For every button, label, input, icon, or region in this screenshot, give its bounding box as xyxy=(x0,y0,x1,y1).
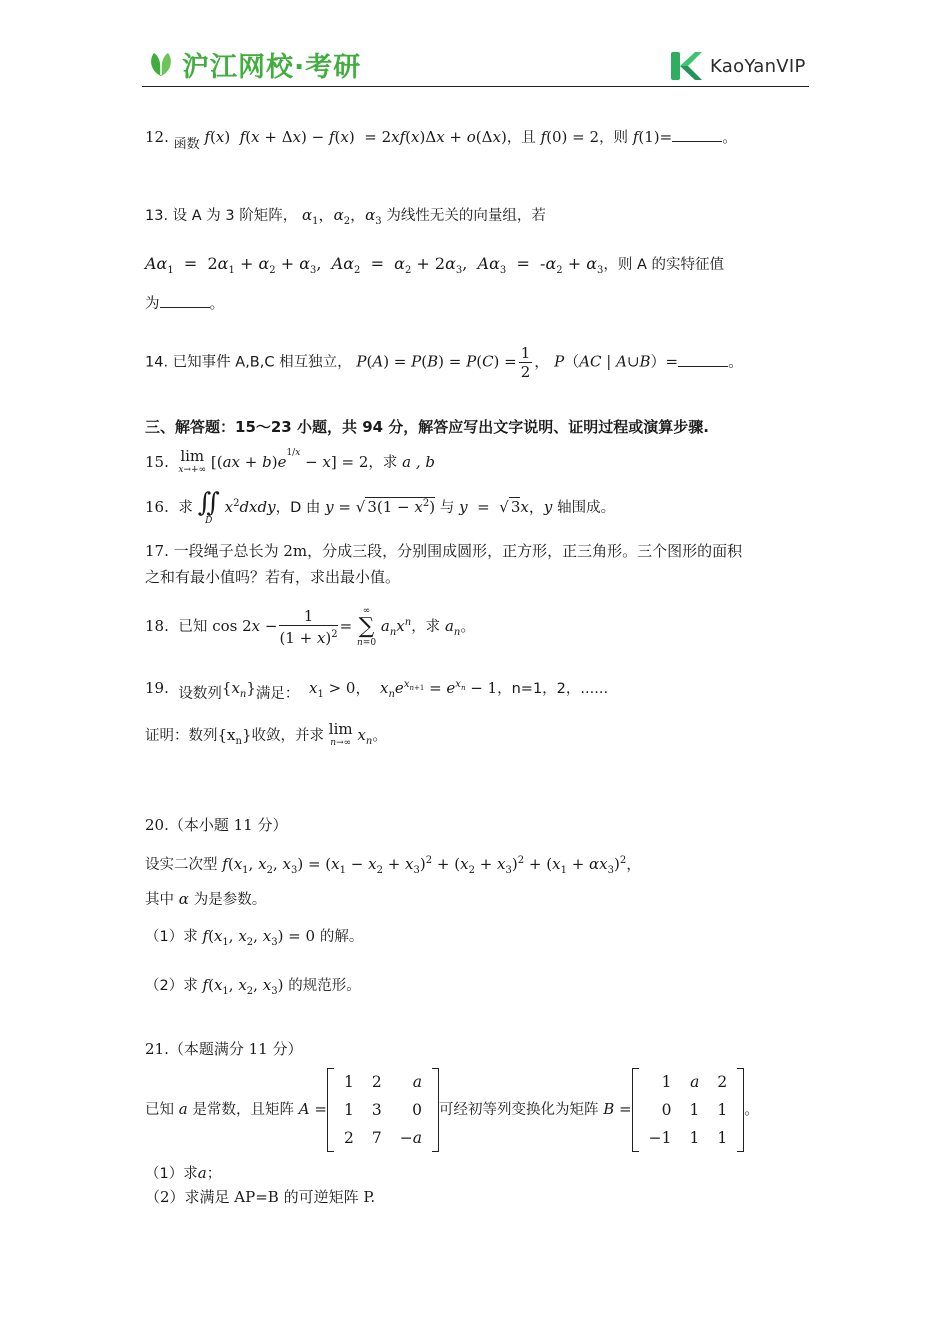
question-13-line1 xyxy=(145,204,546,233)
q13-wei: 为 xyxy=(145,296,160,312)
q21-part1-prefix: （1）求 xyxy=(145,1166,198,1182)
q12-formula: f(x) f(x + Δx) − f(x) = 2xf(x)Δx + o(Δx) xyxy=(204,128,507,146)
q20-quadratic: $f(x_1$, $x_2$, $x_3) = (x_1 - x_2 + x_3)^2 + (x_2 + x_3)^2 + (x_1 + \alpha x_3)^2$， xyxy=(222,855,642,876)
q18-lhs: cos 2x − xyxy=(212,617,278,635)
q19-xn: $x_n$ xyxy=(357,726,373,747)
q13-blank xyxy=(160,293,210,308)
question-17-line2: 之和有最小值吗？若有，求出最小值。 xyxy=(145,568,401,586)
matrix-a-cell: 1 xyxy=(343,1101,354,1119)
matrix-b-cell: a xyxy=(690,1073,700,1091)
q16-integrand: $x^2dxdy$ xyxy=(224,498,276,516)
question-20-head: 20.（本小题 11 分） xyxy=(145,816,288,834)
q16-prefix: 求 xyxy=(178,500,193,516)
matrix-a-cell: 2 xyxy=(371,1073,382,1091)
matrix-b-cell: 1 xyxy=(717,1101,728,1119)
k-mark-icon xyxy=(668,48,704,84)
q13-vectors: $\alpha_1$，$\alpha_2$，$\alpha_3$ xyxy=(302,206,382,227)
matrix-a-row xyxy=(335,1068,431,1096)
q15-number: 15. xyxy=(145,453,169,471)
question-12 xyxy=(145,126,737,150)
q14-end: 。 xyxy=(728,352,744,371)
q16-curve2: y = √ 3x，y xyxy=(459,498,553,516)
q18-number: 18. xyxy=(145,617,169,635)
matrix-b-row xyxy=(640,1068,737,1096)
question-21-part2: （2）求满足 AP=B 的可逆矩阵 P. xyxy=(145,1188,376,1206)
matrix-b-cell: −1 xyxy=(648,1129,672,1147)
q19-sequence: $\{x_n\}$ xyxy=(221,679,256,700)
question-18: 18. 已知 cos 2x − $\frac{1}{(1 + x)^2}$ = ∞ ∑ n=0 $a_nx^n$，求 $a_n$。 xyxy=(145,606,476,648)
matrix-a-row xyxy=(335,1124,431,1152)
matrix-a-row xyxy=(335,1096,431,1124)
q18-fraction: $\frac{1}{(1 + x)^2}$ xyxy=(279,607,338,647)
q13-prefix: 13. 设 A 为 3 阶矩阵， xyxy=(145,208,298,224)
q21-const-text: 是常数，且矩阵 xyxy=(192,1102,295,1118)
page-header xyxy=(0,0,950,92)
q21-end: 。 xyxy=(744,1100,760,1118)
q18-sum: ∞ ∑ n=0 xyxy=(357,606,377,648)
q14-blank xyxy=(678,352,728,367)
q20-part1-suffix: 的解。 xyxy=(319,929,364,945)
question-19 xyxy=(145,674,608,706)
brand-right-text: KaoYanVIP xyxy=(710,55,806,77)
matrix-a-cell: 7 xyxy=(371,1129,382,1147)
q12-blank xyxy=(672,127,722,142)
brand-left-text: 沪江网校·考研 xyxy=(182,51,362,83)
q18-ask: ，求 xyxy=(411,619,441,635)
question-19-proof xyxy=(145,722,387,753)
q16-suffix: 轴围成。 xyxy=(557,500,616,516)
q21-part1-end: ； xyxy=(206,1166,222,1182)
q16-number: 16. xyxy=(145,498,169,516)
q18-an: $a_n$ xyxy=(444,617,461,638)
matrix-a-cell: 0 xyxy=(412,1101,422,1119)
q19-end: 。 xyxy=(372,726,388,744)
matrix-a-cell: −a xyxy=(399,1129,422,1147)
q14-prefix: 14. 已知事件 A,B,C 相互独立， xyxy=(145,354,352,371)
q19-proof-mid: 收敛，并求 xyxy=(251,728,325,744)
question-20-part2 xyxy=(145,974,361,1003)
question-21-part1: （1）求a； xyxy=(145,1164,222,1182)
question-16 xyxy=(145,490,615,526)
q16-region: ，D 由 xyxy=(275,500,321,516)
matrix-b xyxy=(632,1068,745,1152)
matrix-b-cell: 1 xyxy=(661,1073,672,1091)
hujiang-logo xyxy=(146,46,361,82)
q16-and: 与 xyxy=(439,500,455,516)
q14-prob: P(A) = P(B) = P(C) = xyxy=(356,352,517,371)
q14-ask: P（AC | A∪B）= xyxy=(554,352,679,371)
question-14: 14. 已知事件 A,B,C 相互独立， P(A) = P(B) = P(C) = $\frac{1}{2}$ ， P（AC | A∪B）= 。 xyxy=(145,344,744,381)
matrix-b-cell: 1 xyxy=(717,1129,728,1147)
header-divider xyxy=(142,86,809,87)
q20-param-text: 为是参数。 xyxy=(193,892,267,908)
question-13-line2 xyxy=(145,253,724,282)
q18-series: $a_nx^n$ xyxy=(380,617,412,638)
matrix-b-row xyxy=(640,1124,737,1152)
q20-prefix: 设实二次型 xyxy=(145,857,218,873)
q15-ask: ，求 xyxy=(368,455,398,471)
matrix-a xyxy=(327,1068,439,1152)
q12-ask: f(1)= xyxy=(632,128,673,146)
q15-expression: $[(ax + b)e^{1/x} - x] = 2$ xyxy=(210,448,369,471)
leaf-icon xyxy=(146,49,176,79)
matrix-b-cell: 1 xyxy=(689,1101,700,1119)
q13-end: 。 xyxy=(209,294,225,312)
question-20-part1 xyxy=(145,925,363,954)
matrix-a-cell: 2 xyxy=(343,1129,354,1147)
matrix-b-cell: 2 xyxy=(717,1073,728,1091)
q14-fraction: $\frac{1}{2}$ xyxy=(520,344,531,381)
q12-condition: f(0) = 2 xyxy=(540,128,600,146)
q20-param-prefix: 其中 xyxy=(145,892,174,908)
q19-number: 19. xyxy=(145,679,169,697)
question-17-line1: 17. 一段绳子总长为 2m，分成三段，分别围成圆形，正方形，正三角形。三个图形的面积 xyxy=(145,542,743,560)
q15-vars: a , b xyxy=(402,453,436,471)
matrix-b-cell: 1 xyxy=(689,1129,700,1147)
matrix-b-cell: 0 xyxy=(661,1101,672,1119)
q19-range: ，n=1，2，...... xyxy=(497,681,609,697)
q21-transform-text: 可经初等列变换化为矩阵 xyxy=(438,1102,599,1118)
matrix-b-row xyxy=(640,1096,737,1124)
q19-limit: lim n→∞ xyxy=(328,720,353,748)
q20-part1-prefix: （1）求 xyxy=(145,929,198,945)
q19-proof-prefix: 证明：数列 xyxy=(145,728,218,744)
q21-prefix: 已知 xyxy=(145,1102,174,1118)
q12-number: 12. xyxy=(145,128,169,146)
matrix-a-cell: 3 xyxy=(371,1101,382,1119)
question-15 xyxy=(145,448,435,477)
question-21-body: 已知 a 是常数，且矩阵 A = 1 2 a 1 3 0 2 7 −a 可经初等列变换化为矩阵 B = 1 a 2 0 1 1 −1 1 1 。 xyxy=(145,1068,759,1152)
q12-end: 。 xyxy=(722,128,738,146)
q18-end: 。 xyxy=(460,617,476,635)
q15-limit: lim x→+∞ xyxy=(178,447,207,475)
q19-seq: $\{x_n\}$ xyxy=(217,726,252,747)
q12-prefix: 函数 xyxy=(173,137,200,152)
question-20-param: 其中 α 为是参数。 xyxy=(145,890,267,908)
q19-condition: $x_1 > 0$， $x_ne^{x_{n+1}} = e^{x_n} - 1$ xyxy=(308,679,498,700)
q12-then: ，则 xyxy=(599,130,629,146)
q20-part2-f: $f(x_1$, $x_2$, $x_3$) xyxy=(202,976,284,997)
q13-suffix: 为线性无关的向量组，若 xyxy=(386,208,546,224)
question-13-line3 xyxy=(145,292,225,315)
matrix-a-cell: 1 xyxy=(343,1073,354,1091)
kaoyanvip-logo xyxy=(668,48,806,84)
q16-curve1: y = √ $3(1 - x^2)$ xyxy=(325,498,436,516)
q13-eigen-text: ，则 A 的实特征值 xyxy=(603,257,725,273)
question-20-form xyxy=(145,850,641,882)
matrix-a-cell: a xyxy=(412,1073,422,1091)
q19-prefix: 设数列 xyxy=(178,686,222,702)
q20-part2-prefix: （2）求 xyxy=(145,978,198,994)
q16-double-integral: ∬ D xyxy=(197,488,220,526)
q18-prefix: 已知 xyxy=(178,619,208,635)
q12-and: ，且 xyxy=(506,130,536,146)
q20-part1-eq: $f(x_1$, $x_2$, $x_3) = 0$ xyxy=(202,927,316,948)
section-3-title: 三、解答题：15～23 小题，共 94 分，解答应写出文字说明、证明过程或演算步骤. xyxy=(145,418,709,436)
q13-equations: $A\alpha_1 = 2\alpha_1 + \alpha_2 + \alpha_3$, $A\alpha_2 = \alpha_2 + 2\alpha_3$, $A\alpha_3 = -\alpha_2 + \alpha_3$ xyxy=(145,254,604,277)
question-21-head: 21.（本题满分 11 分） xyxy=(145,1040,303,1058)
q20-part2-suffix: 的规范形。 xyxy=(288,978,361,994)
q19-satisfy: 满足： xyxy=(255,686,300,702)
